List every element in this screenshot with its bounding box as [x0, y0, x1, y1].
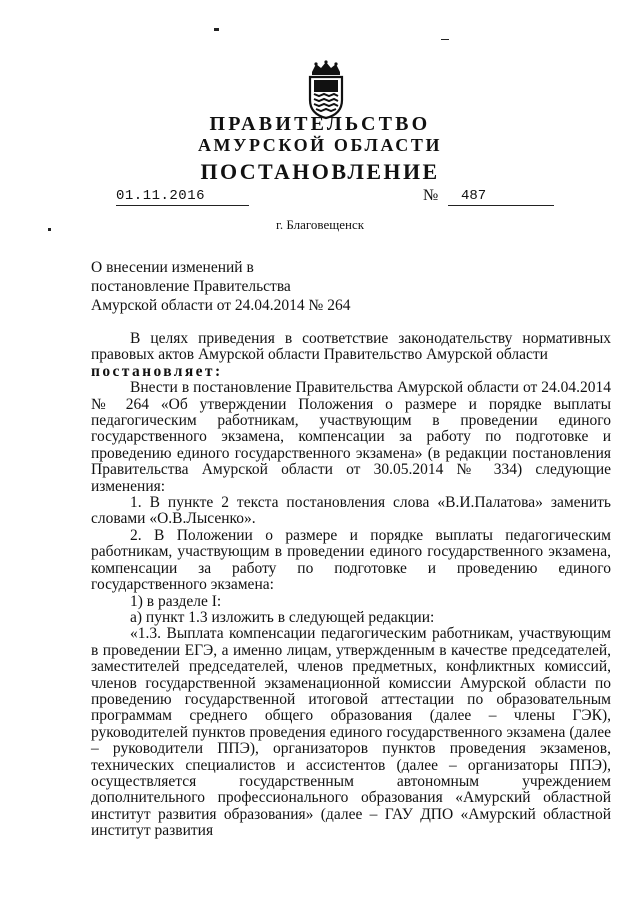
city-label: г. Благовещенск [275, 217, 365, 232]
document-type-title: ПОСТАНОВЛЕНИЕ [200, 159, 440, 184]
document-number: 487 [461, 188, 487, 204]
subject-line: Амурской области от 24.04.2014 № 264 [91, 297, 351, 314]
scan-mark-top [214, 28, 219, 31]
document-body [91, 331, 611, 840]
document-subject [91, 258, 350, 315]
clause-a-paragraph: а) пункт 1.3 изложить в следующей редакции: [130, 608, 435, 626]
item-2-paragraph: 2. В Положении о размере и порядке выплаты педагогическим работникам, участвующим в проведении единого государственного экзамена, компенсации за работу по подготовке и проведению единого государственного экзамена: [91, 526, 611, 594]
region-title: АМУРСКОЙ ОБЛАСТИ [197, 135, 443, 155]
date-underline [116, 205, 249, 206]
resolves-word: постановляет: [91, 362, 223, 380]
scan-mark-top-right [441, 39, 449, 40]
document-date: 01.11.2016 [116, 188, 206, 204]
amendment-paragraph: Внести в постановление Правительства Амурской области от 24.04.2014 № 264 «Об утверждении Положения о размере и порядке выплаты педагогическим работникам, участвующим в проведении единого государственного экзамена, компенсации за работу по подготовке и проведению единого государственного экзамена» (в редакции постановления Правительства Амурской области от 30.05.2014 № 334) следующие изменения: [91, 379, 611, 495]
clause-1-3-text: «1.3. Выплата компенсации педагогическим работникам, участвующим в проведении ЕГЭ, а именно лицам, утвержденным в качестве председателей, заместителей председателей, членов предметных, конфликтных комиссий, членов государственной экзаменационной комиссии Амурской области по проведению государственной итоговой аттестации по образовательным программам среднего общего образования (далее – члены ГЭК), руководителей пунктов проведения единого государственного экзамена (далее – руководители ППЭ), организаторов пунктов проведения экзаменов, технических специалистов и ассистентов (далее – организаторы ППЭ), осуществляется государственным автономным учреждением дополнительного профессионального образования «Амурский областной институт развития образования» (далее – ГАУ ДПО «Амурский областной институт развития [91, 625, 611, 840]
subject-line: О внесении изменений в [91, 259, 254, 276]
coat-of-arms-emblem [302, 60, 350, 120]
number-underline [448, 205, 554, 206]
section-1-paragraph: 1) в разделе I: [130, 592, 222, 610]
item-1-paragraph: 1. В пункте 2 текста постановления слова «В.И.Палатова» заменить словами «О.В.Лысенко». [91, 494, 611, 528]
preamble-paragraph: В целях приведения в соответствие законодательству нормативных правовых актов Амурской области Правительство Амурской области [91, 330, 611, 364]
subject-line: постановление Правительства [91, 278, 291, 295]
government-title: ПРАВИТЕЛЬСТВО [209, 113, 431, 135]
number-sign: № [423, 187, 439, 204]
